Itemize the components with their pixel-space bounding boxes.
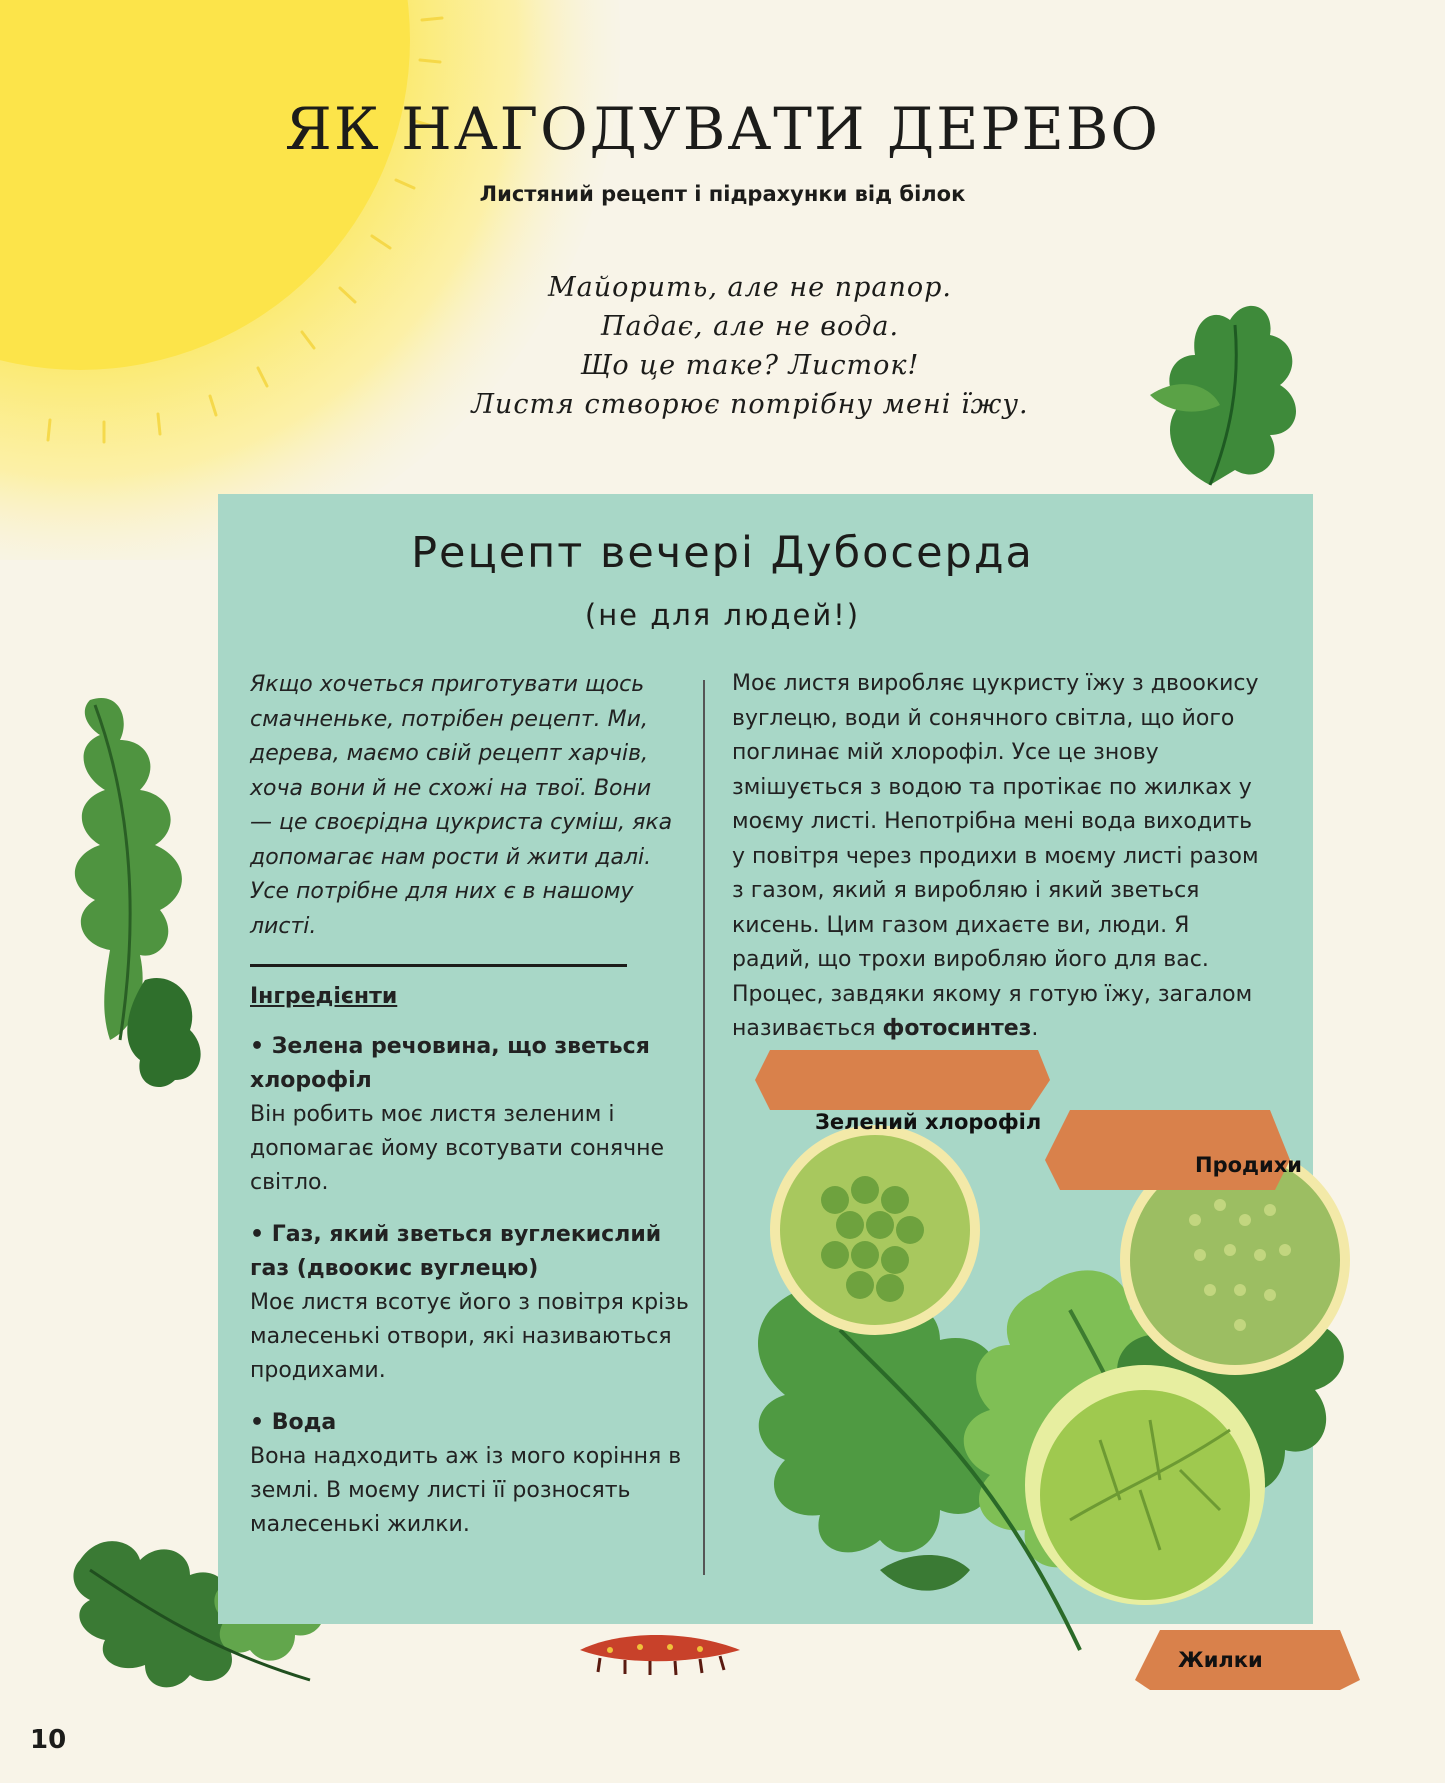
recipe-subtitle: (не для людей!) <box>584 598 861 632</box>
recipe-intro: Якщо хочеться приготувати щось смачненьке, потрібен рецепт. Ми, дерева, маємо свій рецепт харчів, хоча вони й не схожі на твої. Вони — це своєрідна цукриста суміш, яка допомагає нам рости й жити далі. Усе потрібне для них є в нашому листі. <box>250 672 673 939</box>
ingredient-text: Він робить моє листя зеленим і допомагає йому всотувати сонячне світло. <box>250 1102 665 1195</box>
ingredient-item <box>250 1218 690 1388</box>
poem <box>330 268 1170 424</box>
ingredient-title: • Вода <box>250 1410 337 1435</box>
page-number: 10 <box>30 1725 67 1755</box>
caterpillar-illustration <box>570 1620 750 1680</box>
ingredient-title: • Зелена речовина, що зветься хлорофіл <box>250 1034 650 1093</box>
oak-leaf-top-right-illustration <box>1150 285 1320 515</box>
photosynthesis-text <box>732 667 1272 1047</box>
label-veins: Жилки <box>1178 1648 1263 1672</box>
poem-line: Що це таке? Листок! <box>580 350 920 381</box>
poem-line: Листя створює потрібну мені їжу. <box>471 389 1029 420</box>
photosynthesis-text-main: Моє листя виробляє цукристу їжу з двоокису вуглецю, води й сонячного світла, що його поглинає мій хлорофіл. Усе це знову змішується з водою та протікає по жилках у моєму листі. Непотрібна мені вода виходить у повітря через продихи в моєму листі разом з газом, який я виробляю і який зветься кисень. Цим газом дихаєте ви, люди. Я радий, що трохи виробляю його для вас. Процес, завдяки якому я готую їжу, загалом називається <box>732 671 1259 1041</box>
photosynthesis-text-end: . <box>1031 1016 1039 1041</box>
ingredient-item <box>250 1030 690 1200</box>
leaf-diagram-illustration <box>740 1050 1420 1690</box>
ingredients-heading: Інгредієнти <box>250 984 398 1009</box>
page-subtitle: Листяний рецепт і підрахунки від білок <box>479 182 966 206</box>
poem-line: Майорить, але не прапор. <box>547 272 952 303</box>
ingredient-title: • Газ, який зветься вуглекислий газ (двоокис вуглецю) <box>250 1222 662 1281</box>
intro-divider <box>250 964 627 967</box>
label-stomata: Продихи <box>1195 1153 1302 1177</box>
page-title: ЯК НАГОДУВАТИ ДЕРЕВО <box>285 95 1160 163</box>
ingredient-text: Моє листя всотує його з повітря крізь малесенькі отвори, які називаються продихами. <box>250 1290 689 1383</box>
oak-leaf-left-illustration <box>50 680 230 1100</box>
label-chlorophyll: Зелений хлорофіл <box>815 1110 1042 1134</box>
photosynthesis-term: фотосинтез <box>882 1016 1032 1041</box>
recipe-title: Рецепт вечері Дубосерда <box>411 528 1034 578</box>
column-divider <box>703 680 705 1575</box>
poem-line: Падає, але не вода. <box>600 311 900 342</box>
ingredient-item <box>250 1406 690 1542</box>
ingredient-text: Вона надходить аж із мого коріння в землі. В моєму листі її розносять малесенькі жилки. <box>250 1444 682 1537</box>
ingredients-list <box>250 980 690 1560</box>
